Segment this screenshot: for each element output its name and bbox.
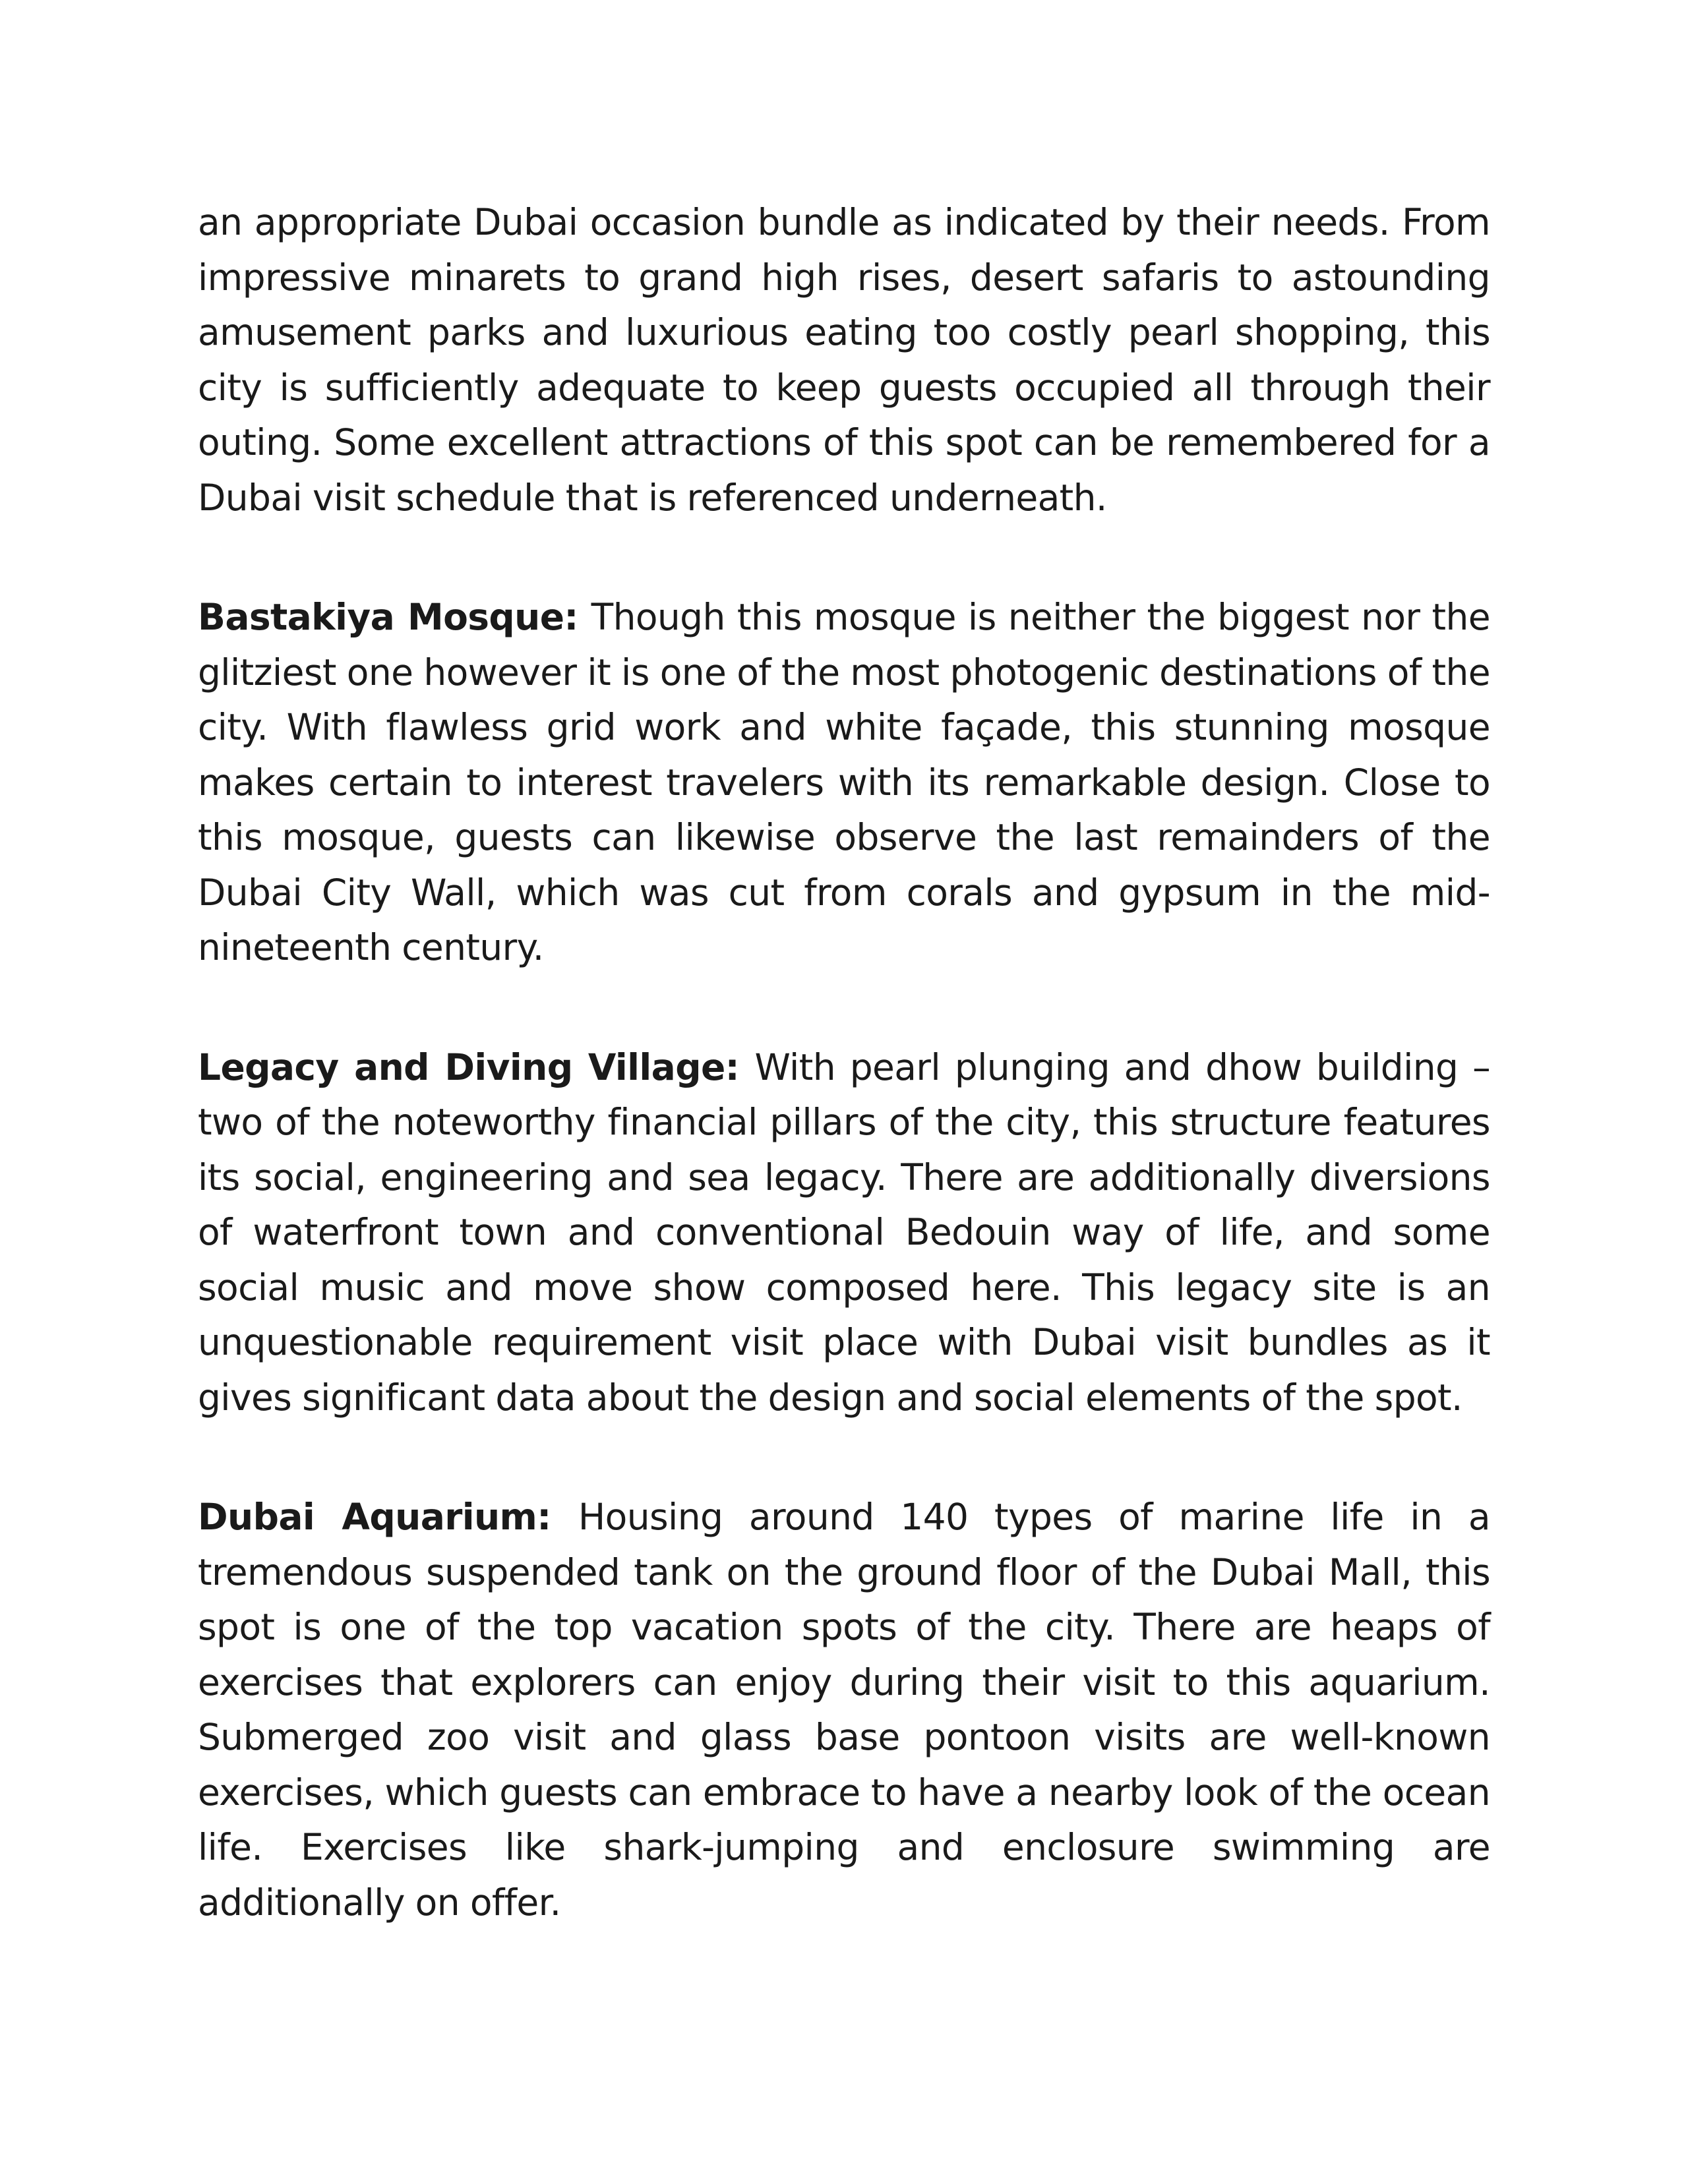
intro-paragraph bbox=[198, 195, 1490, 525]
legacy-diving-village-heading: Legacy and Diving Village: bbox=[198, 1046, 755, 1088]
legacy-diving-village-text: With pearl plunging and dhow building – two of the noteworthy financial pillars of the city, this structure features its social, engineering and sea legacy. There are additionally diversions of waterfront town and conventional Bedouin way of life, and some social music and move show composed here. This legacy site is an unquestionable requirement visit place with Dubai visit bundles as it gives significant data about the design and social elements of the spot. bbox=[198, 1046, 1490, 1419]
document-page bbox=[198, 195, 1490, 1995]
bastakiya-mosque-text: Though this mosque is neither the biggest nor the glitziest one however it is one of the most photogenic destinations of the city. With flawless grid work and white façade, this stunning mosque makes certain to interest travelers with its remarkable design. Close to this mosque, guests can likewise observe the last remainders of the Dubai City Wall, which was cut from corals and gypsum in the mid-nineteenth century. bbox=[198, 596, 1490, 968]
bastakiya-mosque-heading: Bastakiya Mosque: bbox=[198, 596, 591, 638]
legacy-diving-village-paragraph bbox=[198, 1040, 1490, 1426]
dubai-aquarium-heading: Dubai Aquarium: bbox=[198, 1496, 578, 1538]
dubai-aquarium-paragraph bbox=[198, 1490, 1490, 1930]
bastakiya-mosque-paragraph bbox=[198, 590, 1490, 976]
dubai-aquarium-text: Housing around 140 types of marine life in a tremendous suspended tank on the ground floor of the Dubai Mall, this spot is one of the top vacation spots of the city. There are heaps of exercises that explorers can enjoy during their visit to this aquarium. Submerged zoo visit and glass base pontoon visits are well-known exercises, which guests can embrace to have a nearby look of the ocean life. Exercises like shark-jumping and enclosure swimming are additionally on offer. bbox=[198, 1496, 1490, 1924]
intro-text: an appropriate Dubai occasion bundle as indicated by their needs. From impressive minarets to grand high rises, desert safaris to astounding amusement parks and luxurious eating too costly pearl shopping, this city is sufficiently adequate to keep guests occupied all through their outing. Some excellent attractions of this spot can be remembered for a Dubai visit schedule that is referenced underneath. bbox=[198, 201, 1490, 519]
